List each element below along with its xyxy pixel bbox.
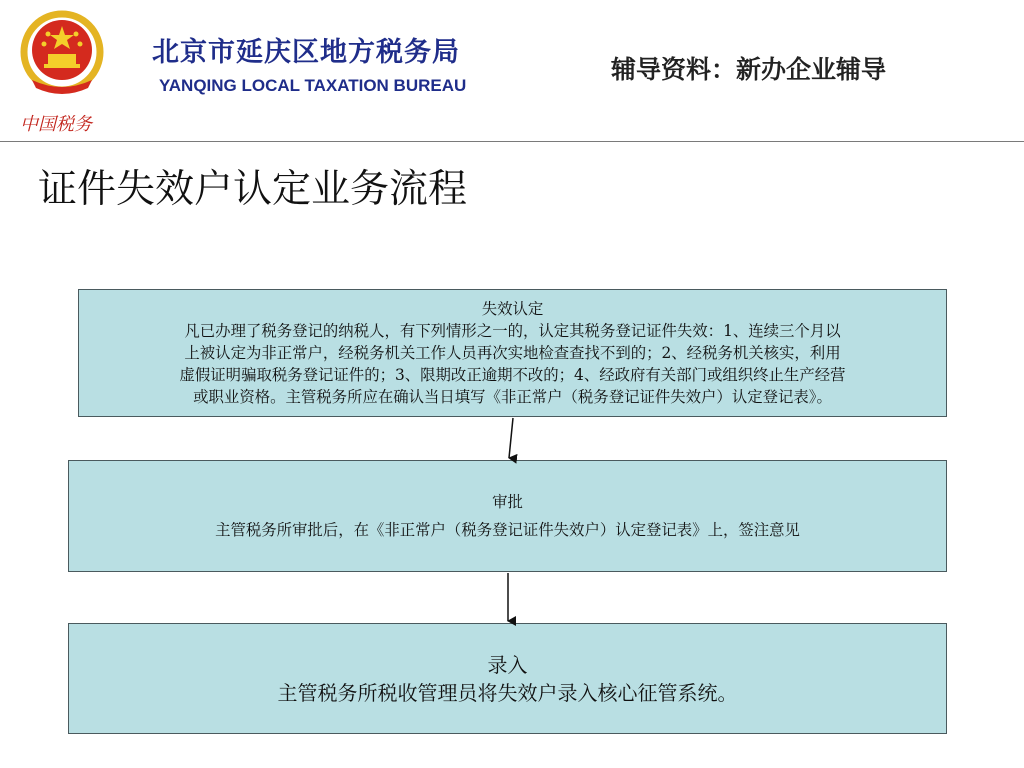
org-name-en: YANQING LOCAL TAXATION BUREAU bbox=[159, 76, 467, 95]
step-title: 录入 bbox=[487, 652, 528, 677]
step-line: 或职业资格。主管税务所应在确认当日填写《非正常户（税务登记证件失效户）认定登记表》。 bbox=[193, 388, 832, 406]
arrow-step1-to-step2 bbox=[509, 418, 513, 458]
step-title: 失效认定 bbox=[481, 300, 544, 318]
tax-emblem-logo bbox=[18, 8, 118, 136]
header-note: 辅导资料：新办企业辅导 bbox=[611, 55, 887, 84]
step-title: 审批 bbox=[492, 493, 523, 511]
emblem-caption: 中国税务 bbox=[20, 114, 92, 135]
flow-step-entry bbox=[68, 623, 947, 734]
step-line: 虚假证明骗取税务登记证件的；3、限期改正逾期不改的；4、经政府有关部门或组织终止生产经营 bbox=[179, 366, 846, 384]
step-line: 主管税务所税收管理员将失效户录入核心征管系统。 bbox=[277, 680, 738, 705]
step-line: 凡已办理了税务登记的纳税人，有下列情形之一的，认定其税务登记证件失效：1、连续三个月以 bbox=[184, 322, 841, 340]
flow-step-approval bbox=[68, 460, 947, 572]
org-name-cn: 北京市延庆区地方税务局 bbox=[152, 37, 460, 68]
step-line: 上被认定为非正常户，经税务机关工作人员再次实地检查查找不到的；2、经税务机关核实，利用 bbox=[184, 344, 841, 362]
flow-step-invalidation bbox=[78, 289, 947, 417]
page-title: 证件失效户认定业务流程 bbox=[38, 167, 468, 212]
header-divider bbox=[0, 141, 1024, 142]
step-line: 主管税务所审批后，在《非正常户（税务登记证件失效户）认定登记表》上，签注意见 bbox=[215, 521, 800, 539]
national-emblem-icon bbox=[18, 8, 118, 136]
